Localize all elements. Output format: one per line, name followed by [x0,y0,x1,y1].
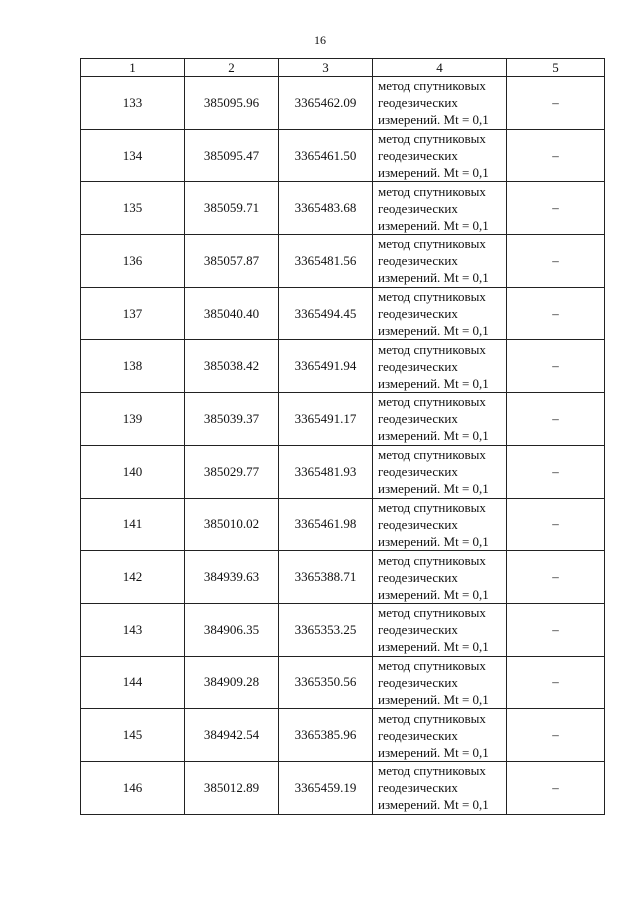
method-line: метод спутниковых [378,499,486,515]
method-cell [373,551,507,604]
table-row [81,551,605,604]
note-cell: – [507,182,605,235]
point-number-cell: 144 [81,656,185,709]
coordinate-x-cell: 385029.77 [185,445,279,498]
method-line: метод спутниковых [378,394,486,410]
coordinate-y-cell: 3365481.56 [279,235,373,288]
method-line: метод спутниковых [378,78,486,94]
method-line: геодезических [378,569,458,585]
method-line: измерений. Mt = 0,1 [378,744,489,760]
note-cell: – [507,393,605,446]
coordinate-x-cell: 385010.02 [185,498,279,551]
method-line: метод спутниковых [378,657,486,673]
method-line: геодезических [378,200,458,216]
coordinates-table [80,58,605,815]
coordinate-x-cell: 384939.63 [185,551,279,604]
method-cell [373,445,507,498]
coordinate-y-cell: 3365491.94 [279,340,373,393]
method-line: метод спутниковых [378,341,486,357]
note-cell: – [507,235,605,288]
point-number-cell: 138 [81,340,185,393]
point-number-cell: 146 [81,761,185,814]
table-row [81,445,605,498]
method-cell [373,761,507,814]
method-line: геодезических [378,148,458,164]
method-line: геодезических [378,95,458,111]
table-row [81,603,605,656]
note-cell: – [507,340,605,393]
point-number-cell: 139 [81,393,185,446]
method-line: геодезических [378,727,458,743]
method-line: измерений. Mt = 0,1 [378,112,489,128]
coordinate-y-cell: 3365385.96 [279,709,373,762]
method-line: измерений. Mt = 0,1 [378,797,489,813]
coordinate-y-cell: 3365481.93 [279,445,373,498]
column-header: 2 [185,59,279,77]
method-line: метод спутниковых [378,552,486,568]
page-number: 16 [314,33,326,47]
coordinate-y-cell: 3365353.25 [279,603,373,656]
coordinate-x-cell: 385012.89 [185,761,279,814]
method-line: метод спутниковых [378,131,486,147]
method-line: измерений. Mt = 0,1 [378,639,489,655]
table-row [81,235,605,288]
method-line: метод спутниковых [378,763,486,779]
method-cell [373,340,507,393]
method-line: метод спутниковых [378,289,486,305]
method-cell [373,182,507,235]
coordinate-x-cell: 385040.40 [185,287,279,340]
note-cell: – [507,287,605,340]
note-cell: – [507,709,605,762]
method-line: геодезических [378,780,458,796]
method-line: геодезических [378,253,458,269]
method-cell [373,235,507,288]
method-line: измерений. Mt = 0,1 [378,323,489,339]
method-line: метод спутниковых [378,710,486,726]
coordinate-y-cell: 3365462.09 [279,77,373,130]
coordinate-x-cell: 385039.37 [185,393,279,446]
method-line: метод спутниковых [378,183,486,199]
point-number-cell: 135 [81,182,185,235]
point-number-cell: 140 [81,445,185,498]
note-cell: – [507,761,605,814]
method-cell [373,498,507,551]
column-header: 4 [373,59,507,77]
table-row [81,77,605,130]
note-cell: – [507,77,605,130]
method-line: геодезических [378,516,458,532]
method-cell [373,287,507,340]
table-row [81,393,605,446]
method-line: измерений. Mt = 0,1 [378,428,489,444]
table-row [81,656,605,709]
method-line: метод спутниковых [378,605,486,621]
coordinate-y-cell: 3365461.50 [279,129,373,182]
method-line: измерений. Mt = 0,1 [378,586,489,602]
coordinate-y-cell: 3365483.68 [279,182,373,235]
point-number-cell: 137 [81,287,185,340]
coordinate-x-cell: 384909.28 [185,656,279,709]
note-cell: – [507,603,605,656]
method-line: геодезических [378,358,458,374]
coordinate-y-cell: 3365459.19 [279,761,373,814]
table-row [81,340,605,393]
method-cell [373,603,507,656]
method-line: метод спутниковых [378,236,486,252]
point-number-cell: 142 [81,551,185,604]
column-header: 5 [507,59,605,77]
point-number-cell: 136 [81,235,185,288]
coordinate-x-cell: 385038.42 [185,340,279,393]
coordinate-y-cell: 3365461.98 [279,498,373,551]
method-cell [373,656,507,709]
column-header: 1 [81,59,185,77]
point-number-cell: 145 [81,709,185,762]
note-cell: – [507,551,605,604]
point-number-cell: 134 [81,129,185,182]
method-line: метод спутниковых [378,447,486,463]
table-row [81,129,605,182]
note-cell: – [507,445,605,498]
note-cell: – [507,129,605,182]
method-line: измерений. Mt = 0,1 [378,375,489,391]
method-line: измерений. Mt = 0,1 [378,481,489,497]
coordinate-x-cell: 385059.71 [185,182,279,235]
method-line: измерений. Mt = 0,1 [378,270,489,286]
method-line: измерений. Mt = 0,1 [378,533,489,549]
method-line: геодезических [378,464,458,480]
point-number-cell: 141 [81,498,185,551]
method-cell [373,77,507,130]
coordinate-y-cell: 3365388.71 [279,551,373,604]
method-line: геодезических [378,306,458,322]
coordinate-y-cell: 3365350.56 [279,656,373,709]
table-row [81,287,605,340]
point-number-cell: 133 [81,77,185,130]
coordinate-x-cell: 385057.87 [185,235,279,288]
table-row [81,498,605,551]
method-line: измерений. Mt = 0,1 [378,691,489,707]
method-cell [373,129,507,182]
table-header-row [81,59,605,77]
method-line: измерений. Mt = 0,1 [378,165,489,181]
table-row [81,709,605,762]
method-line: геодезических [378,622,458,638]
column-header: 3 [279,59,373,77]
method-line: измерений. Mt = 0,1 [378,217,489,233]
coordinate-y-cell: 3365491.17 [279,393,373,446]
coordinate-x-cell: 385095.96 [185,77,279,130]
method-line: геодезических [378,674,458,690]
method-line: геодезических [378,411,458,427]
note-cell: – [507,498,605,551]
coordinate-x-cell: 384942.54 [185,709,279,762]
method-cell [373,709,507,762]
table-row [81,761,605,814]
point-number-cell: 143 [81,603,185,656]
coordinate-x-cell: 385095.47 [185,129,279,182]
note-cell: – [507,656,605,709]
table-row [81,182,605,235]
table-body [81,77,605,815]
method-cell [373,393,507,446]
coordinate-x-cell: 384906.35 [185,603,279,656]
coordinate-y-cell: 3365494.45 [279,287,373,340]
